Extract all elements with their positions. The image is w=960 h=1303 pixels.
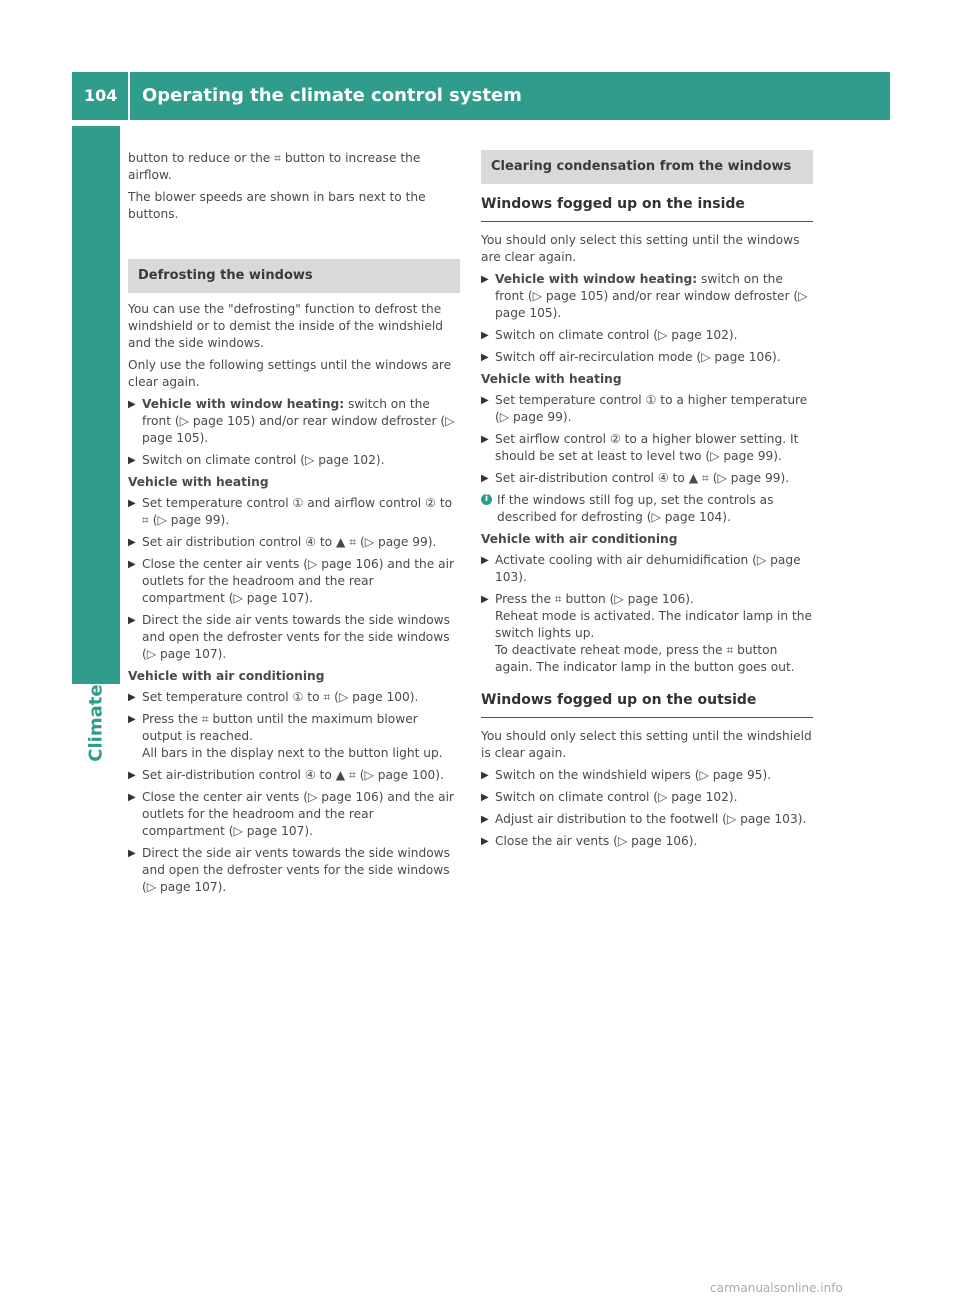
arrow-icon: ▶ bbox=[481, 836, 489, 847]
note-text: If the windows still fog up, set the controls as described for defrosting (▷ page 104). bbox=[497, 493, 774, 524]
list-item bbox=[481, 591, 813, 676]
list-item bbox=[481, 271, 813, 322]
list-item bbox=[481, 789, 813, 806]
arrow-icon: ▶ bbox=[481, 814, 489, 825]
list-item bbox=[481, 470, 813, 487]
list-item bbox=[128, 452, 460, 469]
step-text: switch on the front (▷ page 105) and/or rear window defroster (▷ page 105). bbox=[495, 272, 808, 320]
step-text: Switch on climate control (▷ page 102). bbox=[495, 328, 738, 342]
list-item bbox=[128, 689, 460, 706]
arrow-icon: ▶ bbox=[481, 434, 489, 445]
arrow-icon: ▶ bbox=[128, 498, 136, 509]
list-item bbox=[128, 767, 460, 784]
arrow-icon: ▶ bbox=[128, 792, 136, 803]
label-heating: Vehicle with heating bbox=[481, 372, 622, 386]
step-text: Press the ⌗ button until the maximum blower output is reached. All bars in the display next to the button light up. bbox=[142, 712, 443, 760]
step-text: Set temperature control ① and airflow control ② to ⌗ (▷ page 99). bbox=[142, 496, 453, 527]
list-item bbox=[128, 612, 460, 663]
arrow-icon: ▶ bbox=[481, 352, 489, 363]
label-heating: Vehicle with heating bbox=[128, 475, 269, 489]
step-text: Switch off air-recirculation mode (▷ page 106). bbox=[495, 350, 781, 364]
arrow-icon: ▶ bbox=[481, 770, 489, 781]
step-text: Activate cooling with air dehumidification (▷ page 103). bbox=[495, 553, 801, 584]
list-item bbox=[481, 349, 813, 366]
step-text: Set air-distribution control ④ to ▲ ⌗ (▷ page 100). bbox=[142, 768, 444, 782]
side-tab bbox=[72, 126, 120, 684]
label-ac: Vehicle with air conditioning bbox=[481, 532, 678, 546]
arrow-icon: ▶ bbox=[128, 615, 136, 626]
arrow-icon: ▶ bbox=[128, 399, 136, 410]
header-separator bbox=[128, 72, 130, 120]
step-text: Set airflow control ② to a higher blower setting. It should be set at least to level two (▷ page 99). bbox=[495, 432, 799, 463]
list-item bbox=[128, 556, 460, 607]
step-bold: Vehicle with window heating: bbox=[142, 397, 345, 411]
header-bar bbox=[72, 72, 890, 120]
list-item bbox=[481, 811, 813, 828]
arrow-icon: ▶ bbox=[128, 692, 136, 703]
list-item bbox=[128, 711, 460, 762]
list-item bbox=[481, 767, 813, 784]
info-icon: i bbox=[481, 494, 492, 505]
right-column bbox=[481, 150, 813, 855]
arrow-icon: ▶ bbox=[128, 455, 136, 466]
side-tab-text: Climate control bbox=[85, 606, 107, 762]
arrow-icon: ▶ bbox=[481, 555, 489, 566]
step-text: Close the center air vents (▷ page 106) and the air outlets for the headroom and the rear compartment (▷ page 107). bbox=[142, 557, 454, 605]
step-text: Set temperature control ① to ⌗ (▷ page 100). bbox=[142, 690, 419, 704]
list-item bbox=[481, 552, 813, 586]
intro-line-2: The blower speeds are shown in bars next to the buttons. bbox=[128, 190, 426, 221]
step-text: Press the ⌗ button (▷ page 106). Reheat mode is activated. The indicator lamp in the switch lights up. To deactivate reheat mode, press the ⌗ button again. The indicator lamp in the button goes out. bbox=[495, 592, 812, 674]
step-bold: Vehicle with window heating: bbox=[495, 272, 698, 286]
step-text: switch on the front (▷ page 105) and/or rear window defroster (▷ page 105). bbox=[142, 397, 455, 445]
step-text: Switch on climate control (▷ page 102). bbox=[142, 453, 385, 467]
step-text: Close the center air vents (▷ page 106) and the air outlets for the headroom and the rear compartment (▷ page 107). bbox=[142, 790, 454, 838]
step-text: Set temperature control ① to a higher temperature (▷ page 99). bbox=[495, 393, 808, 424]
page-title: Operating the climate control system bbox=[142, 85, 522, 106]
subheading-inside: Windows fogged up on the inside bbox=[481, 196, 813, 222]
footer-watermark: carmanualsonline.info bbox=[710, 1281, 843, 1295]
section-text-2: Only use the following settings until the windows are clear again. bbox=[128, 358, 452, 389]
section-defrosting: Defrosting the windows bbox=[128, 259, 460, 293]
arrow-icon: ▶ bbox=[128, 559, 136, 570]
sub2-text: You should only select this setting until the windshield is clear again. bbox=[481, 729, 812, 760]
list-item bbox=[128, 845, 460, 896]
list-item bbox=[481, 431, 813, 465]
list-item bbox=[481, 327, 813, 344]
list-item bbox=[128, 495, 460, 529]
page-number: 104 bbox=[84, 86, 118, 105]
arrow-icon: ▶ bbox=[128, 537, 136, 548]
step-text: Set air distribution control ④ to ▲ ⌗ (▷ page 99). bbox=[142, 535, 437, 549]
section-text-1: You can use the "defrosting" function to defrost the windshield or to demist the inside of the windshield and the side windows. bbox=[128, 302, 443, 350]
arrow-icon: ▶ bbox=[481, 594, 489, 605]
list-item bbox=[128, 534, 460, 551]
list-item bbox=[128, 396, 460, 447]
arrow-icon: ▶ bbox=[481, 473, 489, 484]
list-item bbox=[481, 833, 813, 850]
arrow-icon: ▶ bbox=[481, 330, 489, 341]
step-text: Direct the side air vents towards the side windows and open the defroster vents for the side windows (▷ page 107). bbox=[142, 846, 450, 894]
step-text: Adjust air distribution to the footwell (▷ page 103). bbox=[495, 812, 807, 826]
arrow-icon: ▶ bbox=[128, 770, 136, 781]
step-text: Direct the side air vents towards the side windows and open the defroster vents for the side windows (▷ page 107). bbox=[142, 613, 450, 661]
arrow-icon: ▶ bbox=[481, 792, 489, 803]
intro-line-1: button to reduce or the ⌗ button to increase the airflow. bbox=[128, 151, 421, 182]
label-ac: Vehicle with air conditioning bbox=[128, 669, 325, 683]
section-condensation: Clearing condensation from the windows bbox=[481, 150, 813, 184]
step-text: Close the air vents (▷ page 106). bbox=[495, 834, 698, 848]
sub1-text: You should only select this setting until the windows are clear again. bbox=[481, 233, 800, 264]
step-text: Set air-distribution control ④ to ▲ ⌗ (▷ page 99). bbox=[495, 471, 790, 485]
list-item bbox=[481, 392, 813, 426]
arrow-icon: ▶ bbox=[128, 714, 136, 725]
arrow-icon: ▶ bbox=[481, 395, 489, 406]
left-column bbox=[128, 150, 460, 901]
list-item bbox=[128, 789, 460, 840]
step-text: Switch on the windshield wipers (▷ page 95). bbox=[495, 768, 772, 782]
subheading-outside: Windows fogged up on the outside bbox=[481, 692, 813, 718]
step-text: Switch on climate control (▷ page 102). bbox=[495, 790, 738, 804]
info-note bbox=[481, 492, 813, 526]
arrow-icon: ▶ bbox=[128, 848, 136, 859]
arrow-icon: ▶ bbox=[481, 274, 489, 285]
